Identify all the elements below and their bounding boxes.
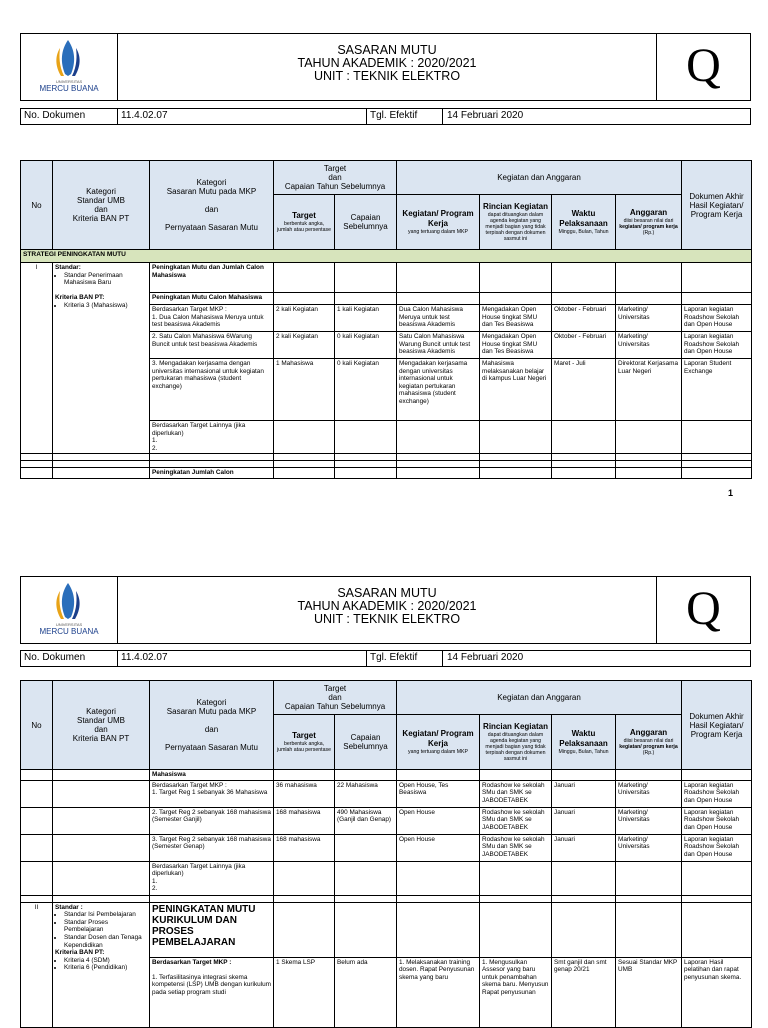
title-line-2: TAHUN AKADEMIK : 2020/2021 — [297, 599, 477, 613]
col-target: Target berbentuk angka, jumlah atau persentase — [274, 195, 335, 250]
svg-text:MERCU BUANA: MERCU BUANA — [39, 627, 99, 636]
col-anggaran: Anggaran diisi besaran nilai dari kegiatan/ program kerja (Rp.) — [616, 195, 682, 250]
page-number: 1 — [728, 488, 734, 498]
col-target-group: Target dan Capaian Tahun Sebelumnya — [274, 681, 397, 715]
section-heading: Mahasiswa — [150, 770, 274, 781]
strategy-row: STRATEGI PENINGKATAN MUTU — [21, 250, 752, 263]
col-rincian: Rincian Kegiatan dapat dituangkan dalam agenda kegiatan yang menjadi bagian yang tidak terpisah dengan dokumen sasmut ini — [480, 715, 552, 770]
doc-no-label: No. Dokumen — [24, 652, 86, 663]
title-line-1: SASARAN MUTU — [337, 586, 437, 600]
col-anggaran: Anggaran diisi besaran nilai dari kegiatan/ program kerja (Rp.) — [616, 715, 682, 770]
col-target: Target berbentuk angka, jumlah atau persentase — [274, 715, 335, 770]
university-logo — [21, 577, 118, 643]
other-targets: Berdasarkan Target Lainnya (jika diperlukan) 1. 2. — [150, 861, 274, 895]
logo-flame-icon — [21, 577, 117, 643]
table-row: 2. Target Reg 2 sebanyak 168 mahasiswa (Semester Ganjil) 168 mahasiswa 490 Mahasiswa (Ganjil dan Genap) Open House Rodashow ke sekolah SMu dan SMK se JABODETABEK Januari Marketing/ Universitas Laporan kegiatan Roadshow Sekolah dan Open House — [21, 807, 752, 834]
effective-date-label: Tgl. Efektif — [370, 110, 418, 121]
q-mark: Q — [656, 577, 750, 643]
col-kegiatan-group: Kegiatan dan Anggaran — [397, 161, 682, 195]
svg-text:MERCU BUANA: MERCU BUANA — [39, 84, 99, 93]
table-row: 3. Target Reg 2 sebanyak 168 mahasiswa (Semester Genap) 168 mahasiswa Open House Rodashow ke sekolah SMu dan SMK se JABODETABEK Januari Marketing/ Universitas Laporan kegiatan Roadshow Sekolah dan Open House — [21, 834, 752, 861]
col-no: No — [21, 161, 53, 250]
col-rincian: Rincian Kegiatan dapat dituangkan dalam agenda kegiatan yang menjadi bagian yang tidak terpisah dengan dokumen sasmut ini — [480, 195, 552, 250]
col-kegiatan: Kegiatan/ Program Kerja yang tertuang dalam MKP — [397, 195, 480, 250]
col-kategori: Kategori Standar UMB dan Kriteria BAN PT — [53, 681, 150, 770]
section-heading: PENINGKATAN MUTU KURIKULUM DAN PROSES PEMBELAJARAN — [150, 902, 274, 957]
row-no: I — [21, 263, 53, 454]
col-waktu: Waktu Pelaksanaan Minggu, Bulan, Tahun — [552, 715, 616, 770]
effective-date-value: 14 Februari 2020 — [447, 110, 524, 121]
kategori-cell: Standar: • Standar Penerimaan Mahasiswa Baru Kriteria BAN PT: • Kriteria 3 (Mahasiswa) — [53, 263, 150, 454]
section-heading: Peningkatan Mutu dan Jumlah Calon Mahasiswa — [150, 263, 274, 293]
title-line-3: UNIT : TEKNIK ELEKTRO — [313, 612, 461, 626]
col-kegiatan-group: Kegiatan dan Anggaran — [397, 681, 682, 715]
title-line-2: TAHUN AKADEMIK : 2020/2021 — [297, 56, 477, 70]
doc-header — [20, 576, 751, 644]
col-target-group: Target dan Capaian Tahun Sebelumnya — [274, 161, 397, 195]
doc-no-value: 11.4.02.07 — [121, 110, 168, 121]
effective-date-label: Tgl. Efektif — [370, 652, 418, 663]
section-heading: Peningkatan Mutu Calon Mahasiswa — [150, 293, 274, 305]
doc-no-value: 11.4.02.07 — [121, 652, 168, 663]
col-waktu: Waktu Pelaksanaan Minggu, Bulan, Tahun — [552, 195, 616, 250]
table-row: Berdasarkan Target MKP : 1. Target Reg 1 sebanyak 36 Mahasiswa 36 mahasiswa 22 Mahasiswa Open House, Tes Beasiswa Rodashow ke sekolah SMu dan SMK se JABODETABEK Januari Marketing/ Universitas Laporan kegiatan Roadshow Sekolah dan Open House — [21, 780, 752, 807]
col-kegiatan: Kegiatan/ Program Kerja yang tertuang dalam MKP — [397, 715, 480, 770]
col-sasaran: Kategori Sasaran Mutu pada MKP dan Pernyataan Sasaran Mutu — [150, 161, 274, 250]
title-line-3: UNIT : TEKNIK ELEKTRO — [313, 69, 461, 83]
doc-info-row — [20, 650, 751, 667]
section-heading: Peningkatan Jumlah Calon — [150, 468, 274, 479]
doc-info-row — [20, 108, 751, 125]
sasaran-table-2 — [20, 680, 752, 1028]
effective-date-value: 14 Februari 2020 — [447, 652, 524, 663]
row-no: II — [21, 902, 53, 1027]
university-logo — [21, 34, 118, 100]
svg-text:UNIVERSITAS: UNIVERSITAS — [55, 79, 83, 84]
doc-header — [20, 33, 751, 101]
other-targets: Berdasarkan Target Lainnya (jika diperlukan) 1. 2. — [150, 421, 274, 454]
col-capaian: Capaian Sebelumnya — [335, 195, 397, 250]
q-mark: Q — [656, 34, 750, 100]
table-row: 3. Mengadakan kerjasama dengan universitas internasional untuk kegiatan pertukaran mahasiswa (student exchange) 1 Mahasiswa 0 kali Kegiatan Mengadakan kerjasama dengan universitas internasional untuk kegiatan pertukaran mahasiswa (student exchange) Mahasiswa melaksanakan belajar di kampus Luar Negeri Maret - Juli Direktorat Kerjasama Luar Negeri Laporan Student Exchange — [21, 359, 752, 421]
svg-text:UNIVERSITAS: UNIVERSITAS — [55, 622, 83, 627]
col-sasaran: Kategori Sasaran Mutu pada MKP dan Pernyataan Sasaran Mutu — [150, 681, 274, 770]
col-dokumen: Dokumen Akhir Hasil Kegiatan/ Program Kerja — [682, 681, 752, 770]
table-row: Berdasarkan Target MKP : 1. Dua Calon Mahasiswa Meruya untuk test beasiswa Akademis 2 kali Kegiatan 1 kali Kegiatan Dua Calon Mahasiswa Meruya untuk test beasiswa Akademis Mengadakan Open House tingkat SMU dan Tes Beasiswa Oktober - Februari Marketing/ Universitas Laporan kegiatan Roadshow Sekolah dan Open House — [21, 305, 752, 332]
col-kategori: Kategori Standar UMB dan Kriteria BAN PT — [53, 161, 150, 250]
doc-no-label: No. Dokumen — [24, 110, 86, 121]
sasaran-table-1 — [20, 160, 752, 479]
col-dokumen: Dokumen Akhir Hasil Kegiatan/ Program Kerja — [682, 161, 752, 250]
table-row: 2. Satu Calon Mahasiswa 6Warung Buncit untuk test beasiswa Akademis 2 kali Kegiatan 0 kali Kegiatan Satu Calon Mahasiswa Warung Buncit untuk test beasiswa Akademis Mengadakan Open House tingkat SMU dan Tes Beasiswa Oktober - Februari Marketing/ Universitas Laporan kegiatan Roadshow Sekolah dan Open House — [21, 332, 752, 359]
logo-flame-icon — [21, 34, 117, 100]
col-no: No — [21, 681, 53, 770]
title-line-1: SASARAN MUTU — [337, 43, 437, 57]
col-capaian: Capaian Sebelumnya — [335, 715, 397, 770]
table-row: Berdasarkan Target MKP : 1. Terfasilitasinya integrasi skema kompetensi (LSP) UMB dengan kurikulum pada setiap program studi 1 Skema LSP Belum ada 1. Melaksanakan training dosen. Rapat Penyusunan skema yang baru 1. Mengusulkan Assesor yang baru untuk penambahan skema baru. Menyusun Rapat penyusunan Smt ganjil dan smt genap 20/21 Sesuai Standar MKP UMB Laporan Hasil pelatihan dan rapat penyusunan skema. — [21, 957, 752, 1027]
kategori-cell: Standar : • Standar Isi Pembelajaran • Standar Proses Pembelajaran • Standar Dosen dan Tenaga Kependidikan Kriteria BAN PT: • Kriteria 4 (SDM) • Kriteria 6 (Pendidikan) — [53, 902, 150, 1027]
